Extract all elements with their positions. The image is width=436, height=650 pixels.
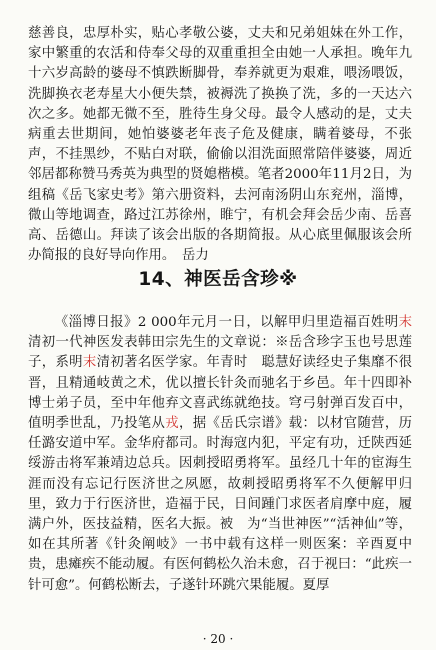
text-run: 《淄博日报》2 000年元月一日，以解甲归里造福百姓明 bbox=[54, 315, 399, 330]
text-run: ，据《岳氏宗谱》载：以材官随营，历任潞安道中军。金华府都司。时海寇内犯，平定有功，迁陕西延绥游击将军兼靖边总兵。因刺授昭勇将军。虽经几十年的宦海生涯而没有忘记行医济世之夙愿，故刺授昭勇将军不久便解甲归里，致力于行医济世，造福于民，日间踵门求医者肩摩中庭，履满户外，医技益精，医名大振。被 为“当世神医”“活神仙”等，如在其所著《针灸阐岐》一书中载有这样一则医案：辛酉夏中贵，患瘫疾不能动履。有医何鹤松久治未愈，召于视曰：“此疾一针可愈”。何鹤松断去，子遂针环跳穴果能履。夏厚 bbox=[28, 416, 413, 593]
section-title: 14、神医岳含珍※ bbox=[138, 269, 298, 290]
body-paragraph bbox=[28, 313, 412, 596]
text-run: 清初一代神医发表韩田宗先生的文章说：※岳含珍字玉也号思莲子，系明 bbox=[28, 335, 412, 371]
intro-paragraph: 慈善良，忠厚朴实，贴心孝敬公婆，丈夫和兄弟姐妹在外工作，家中繁重的农活和侍奉父母的双重重担全由她一人承担。晚年九十六岁高龄的婆母不慎跌断脚骨，奉养就更为艰难，喂汤喂饭，洗脚换衣老寿星大小便失禁，被褥洗了换换了洗，多的一天达六次之多。她都无微不至，胜待生身父母。最令人感动的是，丈夫病重去世期间，她怕婆婆老年丧子危及健康，瞒着婆母，不张声，不挂黑纱，不贴白对联，偷偷以泪洗面照常陪伴婆婆，周近邻居都称赞马秀英为典型的贤媳楷模。笔者2000年11月2日，为组稿《岳飞家史考》第六册资料，去河南汤阴山东兖州，淄博，微山等地调查，路过江苏徐州，睢宁，有机会拜会岳少南、岳喜高、岳德山。拜读了该会出版的各期简报。从心底里佩服该会所办简报的良好导向作用。 岳力 bbox=[28, 26, 412, 264]
highlighted-text: 末 bbox=[82, 355, 97, 371]
text-run: 清初著名医学家。年青时 聪慧好读经史子集靡不很晋，且精通岐黄之术，优以擅长针灸而驰名于乡邑。年十四即补博士弟子员，至中年他弃文喜武练就绝技。穹弓射弹百发百中，值明季世乱，乃投笔从 bbox=[28, 355, 413, 432]
page-number: · 20 · bbox=[202, 632, 234, 646]
highlighted-text: 末 bbox=[398, 315, 412, 330]
highlighted-text: 戎 bbox=[165, 416, 179, 432]
